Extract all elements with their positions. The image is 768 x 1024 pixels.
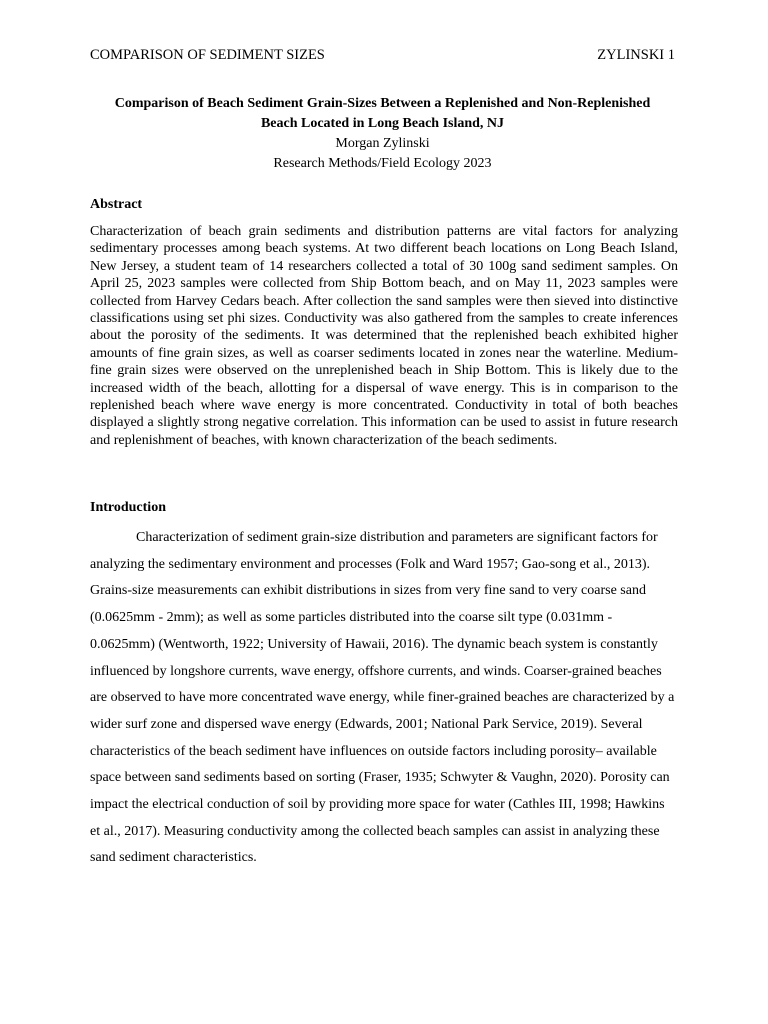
introduction-paragraph: Characterization of sediment grain-size distribution and parameters are significant factors for analyzing the sedimentary environment and processes (Folk and Ward 1957; Gao-song et al., 2013). Grains-size measurements can exhibit distributions in sizes from very fine sand to very coarse sand (0.0625mm - 2mm); as well as some particles distributed into the coarse silt type (0.031mm - 0.0625mm) (Wentworth, 1922; University of Hawaii, 2016). The dynamic beach system is constantly influenced by longshore currents, wave energy, offshore currents, and winds. Coarser-grained beaches are observed to have more concentrated wave energy, while finer-grained beaches are characterized by a wider surf zone and dispersed wave energy (Edwards, 2001; National Park Service, 2019). Several characteristics of the beach sediment have influences on outside factors including porosity– available space between sand sediments based on sorting (Fraser, 1935; Schwyter & Vaughn, 2020). Porosity can impact the electrical conduction of soil by providing more space for water (Cathles III, 1998; Hawkins et al., 2017). Measuring conductivity among the collected beach samples can assist in analyzing these sand sediment characteristics.: [90, 530, 675, 866]
running-title: COMPARISON OF SEDIMENT SIZES: [90, 47, 325, 63]
abstract-heading: Abstract: [90, 197, 143, 212]
introduction-heading: Introduction: [90, 500, 166, 515]
author-page-number: ZYLINSKI 1: [597, 47, 675, 63]
author-name: Morgan Zylinski: [335, 136, 430, 151]
paper-title-line-2: Beach Located in Long Beach Island, NJ: [260, 116, 505, 131]
running-head: [90, 46, 675, 64]
title-block: [90, 94, 675, 174]
affiliation: Research Methods/Field Ecology 2023: [273, 156, 492, 171]
paper-title-line-1: Comparison of Beach Sediment Grain-Sizes Between a Replenished and Non-Replenished: [114, 96, 651, 111]
abstract-paragraph: Characterization of beach grain sediments and distribution patterns are vital factors for analyzing sedimentary processes among beach systems. At two different beach locations on Long Beach Island, New Jersey, a student team of 14 researchers collected a total of 30 100g sand sediment samples. On April 25, 2023 samples were collected from Ship Bottom beach, and on May 11, 2023 samples were collected from Harvey Cedars beach. After collection the sand samples were then sieved into distinctive classifications using set phi sizes. Conductivity was also gathered from the samples to create inferences about the porosity of the sediments. It was determined that the replenished beach exhibited higher amounts of fine grain sizes, as well as coarser sediments located in zones near the waterline. Medium-fine grain sizes were observed on the unreplenished beach in Ship Bottom. This is likely due to the increased width of the beach, allotting for a dispersal of wave energy. This is in comparison to the replenished beach where wave energy is more concentrated. Conductivity in total of both beaches displayed a slightly strong negative correlation. This information can be used to assist in future research and replenishment of beaches, with known characterization of the beach sediments.: [90, 224, 678, 448]
